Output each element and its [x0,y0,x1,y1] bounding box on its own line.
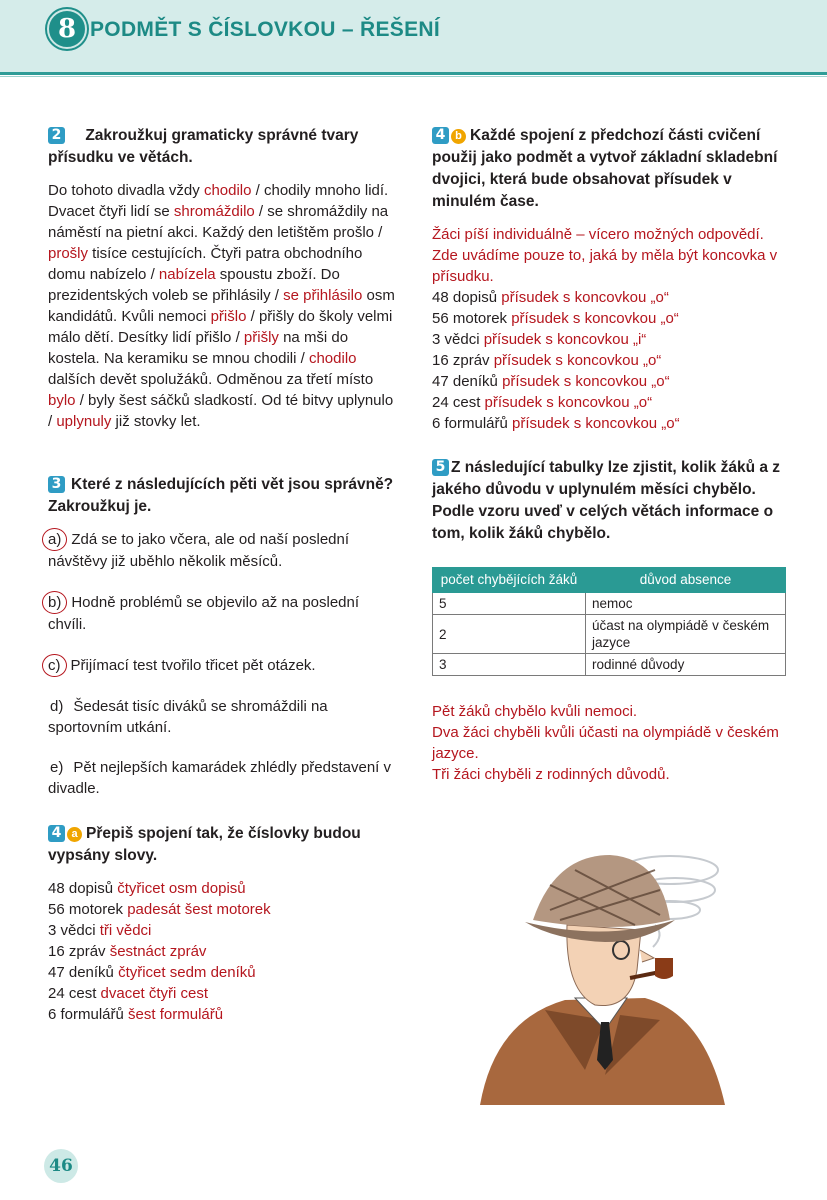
option-text: Pět nejlepších kamarádek zhlédly představení v divadle. [48,759,392,797]
list-item [432,392,792,413]
exercise-4a-list [48,878,398,1025]
exercise-number-badge: 4 [432,127,449,144]
answer-text: čtyřicet sedm deníků [118,964,256,981]
list-item [48,878,398,899]
exercise-4a [48,823,398,1025]
table-row [433,654,786,676]
exercise-4b-list [432,287,792,434]
answer-text: čtyřicet osm dopisů [117,880,246,897]
phrase-number: 48 dopisů [48,880,118,897]
list-item [432,371,792,392]
subpart-badge: b [451,129,466,144]
answer-text: přísudek s koncovkou „o“ [512,415,680,432]
sentence-text: tisíce cestujících. Čtyři patra obchodního domu nabízelo / [48,245,363,283]
correct-answer: uplynuly [56,413,112,430]
sentence-text: dalších devět spolužáků. Odměnou za třetí místo [48,371,374,388]
phrase-number: 24 cest [48,985,101,1002]
correct-answer: chodilo [203,182,252,199]
correct-answer: shromáždilo [173,203,255,220]
answer-text: přísudek s koncovkou „o“ [484,394,653,411]
sentence-text: / se shromáždily na náměstí na pietní akci. Každý den letištěm prošlo / [48,203,389,241]
table-cell-reason: účast na olympiádě v českém jazyce [586,615,786,654]
correct-answer: nabízela [158,266,216,283]
phrase-number: 56 motorek [48,901,128,918]
sentence-text: na mši do kostela. Na keramiku se mnou chodili / [48,329,349,367]
list-item [432,413,792,434]
option-letter: d) [50,698,64,715]
table-header-reason: důvod absence [586,568,786,593]
option-item [48,757,398,799]
sentence-text: spoustu zboží. Do prezidentských voleb se přihlásily / [48,266,340,304]
option-text: Hodně problémů se objevilo až na poslední chvíli. [48,594,360,633]
correct-answer: chodilo [308,350,357,367]
phrase-number: 3 vědci [48,922,100,939]
page-number: 46 [44,1149,78,1183]
list-item [48,962,398,983]
table-cell-count: 5 [433,593,586,615]
sentence-text: již stovky let. [111,413,201,430]
option-item [48,654,398,677]
sentence-text: / chodily mnoho lidí. Dvacet čtyři lidí se [48,182,389,220]
exercise-2-heading: 2 Zakroužkuj gramaticky správné tvary přísudku ve větách. [48,127,359,166]
list-item [48,941,398,962]
exercise-2 [48,125,398,432]
phrase-number: 6 formulářů [48,1006,129,1023]
subpart-badge: a [67,827,82,842]
answer-text: dvacet čtyři cest [100,985,209,1002]
circled-letter: c) [42,654,67,677]
answer-text: přísudek s koncovkou „o“ [501,289,669,306]
chapter-number-badge: 8 [47,9,87,49]
exercise-4b-heading: 4 b Každé spojení z předchozí části cvičení použij jako podmět a vytvoř základní skladební dvojici, která bude obsahovat přísudek v minulém čase. [432,127,778,210]
list-item [48,899,398,920]
exercise-5-answers [432,701,792,785]
correct-answer: prošly [48,245,89,262]
exercise-number-badge: 2 [48,127,65,144]
answer-text: tři vědci [99,922,152,939]
table-cell-reason: rodinné důvody [586,654,786,676]
header-divider [0,76,827,77]
chapter-header [0,0,827,75]
chapter-title: PODMĚT S ČÍSLOVKOU – ŘEŠENÍ [90,18,440,41]
sentence-text: Do tohoto divadla vždy [48,182,204,199]
list-item [432,287,792,308]
correct-answer: přišlo [210,308,247,325]
table-cell-count: 3 [433,654,586,676]
list-item [432,350,792,371]
phrase-number: 24 cest [432,394,485,411]
list-item [48,1004,398,1025]
answer-text: šestnáct zpráv [109,943,207,960]
exercise-4b-note: Žáci píší individuálně – vícero možných odpovědí. Zde uvádíme pouze to, jaká by měla být koncovka v přísudku. [432,226,778,285]
option-text: Přijímací test tvořilo třicet pět otázek. [70,657,316,674]
option-item [48,528,398,572]
phrase-number: 47 deníků [432,373,503,390]
list-item [48,920,398,941]
answer-sentence: Pět žáků chybělo kvůli nemoci. [432,703,638,720]
answer-text: přísudek s koncovkou „o“ [502,373,670,390]
sentence-text: / přišly do školy velmi málo dětí. Desítky lidí přišlo / [48,308,393,346]
exercise-number-badge: 3 [48,476,65,493]
table-cell-reason: nemoc [586,593,786,615]
phrase-number: 16 zpráv [432,352,494,369]
correct-answer: přišly [243,329,279,346]
list-item [432,308,792,329]
sentence-text: / byly šest sáčků sladkostí. Od té bitvy uplynulo / [48,392,394,430]
option-text: Zdá se to jako včera, ale od naší poslední návštěvy již uběhlo několik měsíců. [48,531,350,570]
option-item [48,591,398,635]
detective-illustration [455,830,755,1105]
answer-text: přísudek s koncovkou „o“ [493,352,662,369]
table-row [433,593,786,615]
option-text: Šedesát tisíc diváků se shromáždili na sportovním utkání. [48,698,328,736]
table-header-count: počet chybějících žáků [433,568,586,593]
answer-sentence: Dva žáci chyběli kvůli účasti na olympiádě v českém jazyce. [432,724,779,762]
exercise-4b [432,125,792,434]
circled-letter: a) [42,528,67,551]
phrase-number: 48 dopisů [432,289,502,306]
answer-text: padesát šest motorek [127,901,271,918]
phrase-number: 3 vědci [432,331,484,348]
exercise-3-heading: 3 Které z následujících pěti vět jsou správně? Zakroužkuj je. [48,476,394,515]
phrase-number: 6 formulářů [432,415,513,432]
exercise-3-options [48,528,398,799]
exercise-number-badge: 4 [48,825,65,842]
correct-answer: se přihlásilo [283,287,363,304]
list-item [432,329,792,350]
answer-text: šest formulářů [128,1006,224,1023]
table-row [433,615,786,654]
sentence-text: osm kandidátů. Kvůli nemoci [48,287,395,325]
exercise-5 [432,457,792,545]
option-letter: e) [50,759,64,776]
exercise-3 [48,474,398,818]
phrase-number: 47 deníků [48,964,119,981]
exercise-2-text [48,180,398,432]
circled-letter: b) [42,591,67,614]
phrase-number: 16 zpráv [48,943,110,960]
exercise-5-heading: 5 Z následující tabulky lze zjistit, kolik žáků a z jakého důvodu v uplynulém měsíci chybělo. Podle vzoru uveď v celých větách informace o tom, kolik žáků chybělo. [432,459,781,542]
phrase-number: 56 motorek [432,310,512,327]
exercise-number-badge: 5 [432,459,449,476]
option-item [48,696,398,738]
exercise-4a-heading: 4 a Přepiš spojení tak, že číslovky budou vypsány slovy. [48,825,361,864]
answer-text: přísudek s koncovkou „i“ [483,331,647,348]
table-cell-count: 2 [433,615,586,654]
answer-sentence: Tři žáci chyběli z rodinných důvodů. [432,766,670,783]
answer-text: přísudek s koncovkou „o“ [511,310,679,327]
correct-answer: bylo [48,392,76,409]
absence-table [432,567,786,676]
list-item [48,983,398,1004]
